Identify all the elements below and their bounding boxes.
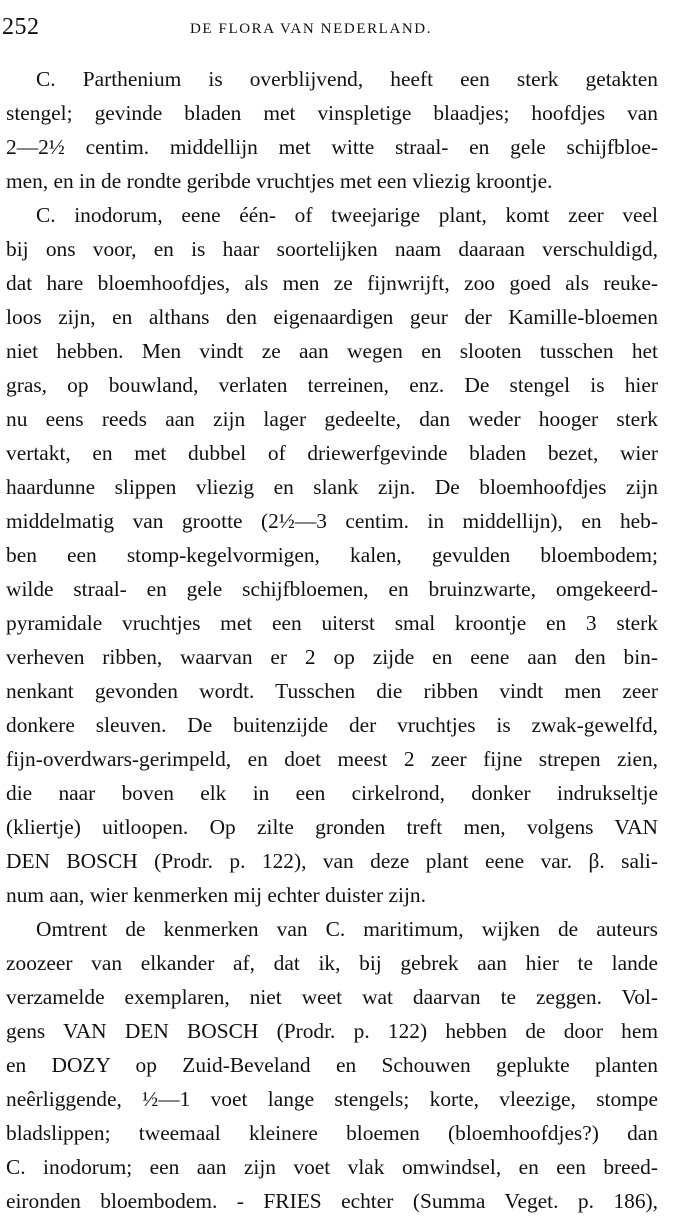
text-line: die naar boven elk in een cirkelrond, donker indrukseltje [6, 781, 658, 805]
body-text [6, 62, 658, 1218]
text-line: neêrliggende, ½—1 voet lange stengels; korte, vleezige, stompe [6, 1087, 658, 1111]
text-line: C. inodorum; een aan zijn voet vlak omwindsel, en een breed- [6, 1155, 658, 1179]
text-line: gras, op bouwland, verlaten terreinen, enz. De stengel is hier [6, 373, 658, 397]
text-line: haardunne slippen vliezig en slank zijn. De bloemhoofdjes zijn [6, 475, 658, 499]
text-line: nenkant gevonden wordt. Tusschen die ribben vindt men zeer [6, 679, 658, 703]
text-line: bladslippen; tweemaal kleinere bloemen (bloemhoofdjes?) dan [6, 1121, 658, 1145]
text-line: DEN BOSCH (Prodr. p. 122), van deze plant eene var. β. sali- [6, 849, 658, 873]
text-line: (kliertje) uitloopen. Op zilte gronden treft men, volgens VAN [6, 815, 658, 839]
text-line: loos zijn, en althans den eigenaardigen geur der Kamille-bloemen [6, 305, 658, 329]
running-head-title: DE FLORA VAN NEDERLAND. [190, 21, 433, 37]
text-line: 2—2½ centim. middellijn met witte straal- en gele schijfbloe- [6, 135, 658, 159]
text-line: bij ons voor, en is haar soortelijken naam daaraan verschuldigd, [6, 237, 658, 261]
text-line: stengel; gevinde bladen met vinspletige blaadjes; hoofdjes van [6, 101, 658, 125]
text-line: gens VAN DEN BOSCH (Prodr. p. 122) hebben de door hem [6, 1019, 658, 1043]
text-line: pyramidale vruchtjes met een uiterst smal kroontje en 3 sterk [6, 611, 658, 635]
text-line: C. Parthenium is overblijvend, heeft een sterk getakten [36, 67, 658, 91]
text-line: C. inodorum, eene één- of tweejarige plant, komt zeer veel [36, 203, 658, 227]
text-line: eironden bloembodem. - FRIES echter (Summa Veget. p. 186), [6, 1189, 658, 1213]
text-line: fijn-overdwars-gerimpeld, en doet meest 2 zeer fijne strepen zien, [6, 747, 658, 771]
text-line: nu eens reeds aan zijn lager gedeelte, dan weder hooger sterk [6, 407, 658, 431]
text-line: num aan, wier kenmerken mij echter duister zijn. [6, 883, 426, 907]
text-line: donkere sleuven. De buitenzijde der vruchtjes is zwak-gewelfd, [6, 713, 658, 737]
text-line: en DOZY op Zuid-Beveland en Schouwen geplukte planten [6, 1053, 658, 1077]
text-line: vertakt, en met dubbel of driewerfgevinde bladen bezet, wier [6, 441, 658, 465]
text-line: wilde straal- en gele schijfbloemen, en bruinzwarte, omgekeerd- [6, 577, 658, 601]
text-line: zoozeer van elkander af, dat ik, bij gebrek aan hier te lande [6, 951, 658, 975]
text-line: verzamelde exemplaren, niet weet wat daarvan te zeggen. Vol- [6, 985, 658, 1009]
text-line: niet hebben. Men vindt ze aan wegen en slooten tusschen het [6, 339, 658, 363]
running-head [0, 10, 678, 44]
text-line: ben een stomp-kegelvormigen, kalen, gevulden bloembodem; [6, 543, 658, 567]
text-line: men, en in de rondte geribde vruchtjes met een vliezig kroontje. [6, 169, 553, 193]
page-number: 252 [2, 14, 40, 40]
text-line: verheven ribben, waarvan er 2 op zijde en eene aan den bin- [6, 645, 658, 669]
text-line: middelmatig van grootte (2½—3 centim. in middellijn), en heb- [6, 509, 658, 533]
text-line: Omtrent de kenmerken van C. maritimum, wijken de auteurs [36, 917, 658, 941]
text-line: dat hare bloemhoofdjes, als men ze fijnwrijft, zoo goed als reuke- [6, 271, 658, 295]
